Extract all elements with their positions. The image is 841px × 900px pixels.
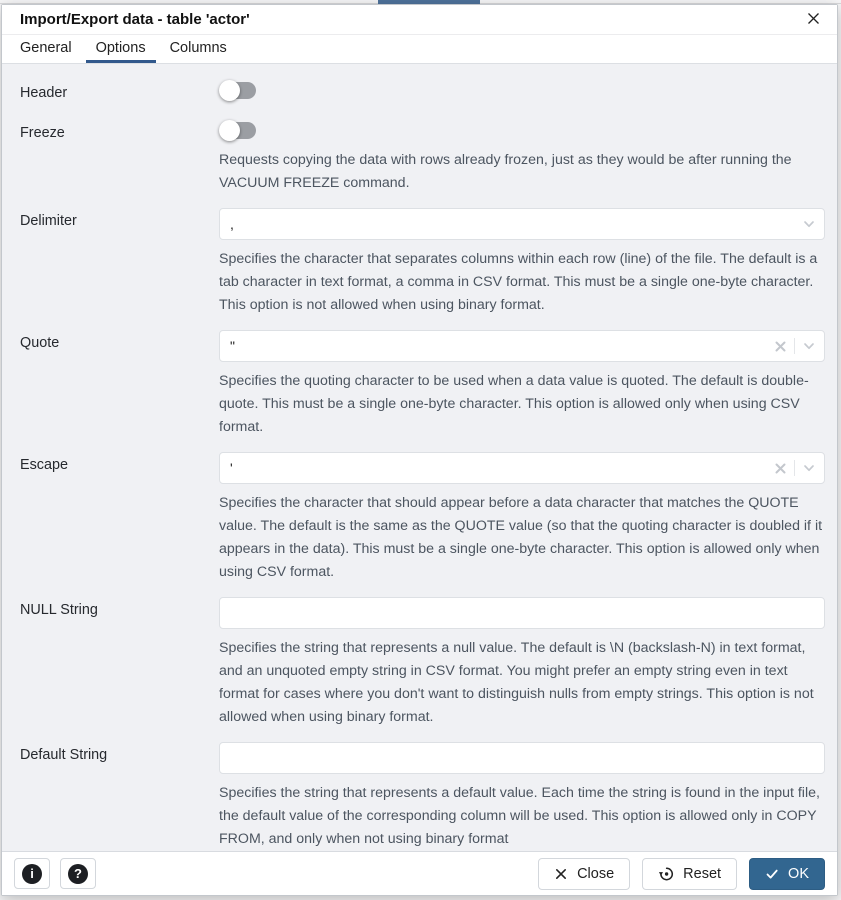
tab-columns[interactable]: Columns	[169, 39, 227, 56]
tab-options[interactable]: Options	[86, 35, 156, 63]
field-row-null-string	[20, 597, 825, 729]
field-label-default-string: Default String	[20, 747, 108, 763]
combo-divider	[794, 338, 795, 354]
field-help-quote: Specifies the quoting character to be used when a data value is quoted. The default is double-quote. This must be a single one-byte character. This option is allowed only when using CSV format.	[219, 373, 809, 435]
combo-divider	[794, 460, 795, 476]
ok-button-label: OK	[788, 865, 809, 882]
toggle-knob	[219, 80, 240, 101]
field-help-escape: Specifies the character that should appear before a data character that matches the QUOTE value. The default is the same as the QUOTE value (so that the quoting character is doubled if it appears in the data). This must be a single one-byte character. This option is allowed only when using CSV format.	[219, 495, 823, 580]
help-button[interactable]	[60, 858, 96, 889]
tab-general[interactable]: General	[20, 39, 72, 56]
reset-icon	[658, 866, 674, 882]
clear-icon[interactable]	[774, 462, 787, 475]
close-button[interactable]	[538, 858, 630, 890]
field-help-null-string: Specifies the string that represents a null value. The default is \N (backslash-N) in text format, and an unquoted empty string in CSV format. You might prefer an empty string even in text format for cases where you don't want to distinguish nulls from empty strings. This option is not allowed when using binary format.	[219, 640, 814, 725]
dialog-titlebar	[2, 5, 837, 35]
null-string-input[interactable]	[219, 597, 825, 629]
question-icon: ?	[68, 864, 88, 884]
dialog-tabbar	[2, 35, 837, 64]
field-help-default-string: Specifies the string that represents a default value. Each time the string is found in the input file, the default value of the corresponding column will be used. This option is allowed only in COPY FROM, and only when not using binary format	[219, 785, 820, 847]
dialog-title: Import/Export data - table 'actor'	[20, 11, 250, 28]
toggle-knob	[219, 120, 240, 141]
field-row-freeze	[20, 120, 825, 195]
chevron-down-icon[interactable]	[802, 461, 816, 475]
reset-button[interactable]	[642, 858, 737, 890]
chevron-down-icon[interactable]	[802, 339, 816, 353]
field-label-freeze: Freeze	[20, 125, 65, 141]
freeze-toggle[interactable]	[219, 120, 259, 141]
field-label-null-string: NULL String	[20, 602, 98, 618]
chevron-down-icon[interactable]	[802, 217, 816, 231]
default-string-input[interactable]	[219, 742, 825, 774]
escape-input[interactable]	[219, 452, 825, 484]
clear-icon[interactable]	[774, 340, 787, 353]
dialog-footer	[2, 851, 837, 895]
quote-input[interactable]	[219, 330, 825, 362]
close-button-label: Close	[577, 865, 615, 882]
info-icon: i	[22, 864, 42, 884]
options-panel	[2, 64, 837, 851]
field-row-header	[20, 80, 825, 101]
field-label-header: Header	[20, 85, 68, 101]
field-help-delimiter: Specifies the character that separates columns within each row (line) of the file. The default is a tab character in text format, a comma in CSV format. This must be a single one-byte character. This option is not allowed when using binary format.	[219, 251, 818, 313]
field-row-default-string	[20, 742, 825, 851]
ok-button[interactable]	[749, 858, 825, 890]
field-label-quote: Quote	[20, 335, 60, 351]
delimiter-input[interactable]	[219, 208, 825, 240]
field-label-escape: Escape	[20, 457, 68, 473]
field-help-freeze: Requests copying the data with rows already frozen, just as they would be after running the VACUUM FREEZE command.	[219, 152, 792, 191]
import-export-dialog	[1, 4, 838, 896]
info-button[interactable]	[14, 858, 50, 889]
close-icon	[806, 11, 821, 29]
field-row-delimiter	[20, 208, 825, 317]
dialog-close-button[interactable]	[801, 8, 825, 32]
header-toggle[interactable]	[219, 80, 259, 101]
field-row-escape	[20, 452, 825, 584]
check-icon	[765, 867, 779, 881]
field-row-quote	[20, 330, 825, 439]
close-icon	[554, 867, 568, 881]
reset-button-label: Reset	[683, 865, 722, 882]
field-label-delimiter: Delimiter	[20, 213, 77, 229]
